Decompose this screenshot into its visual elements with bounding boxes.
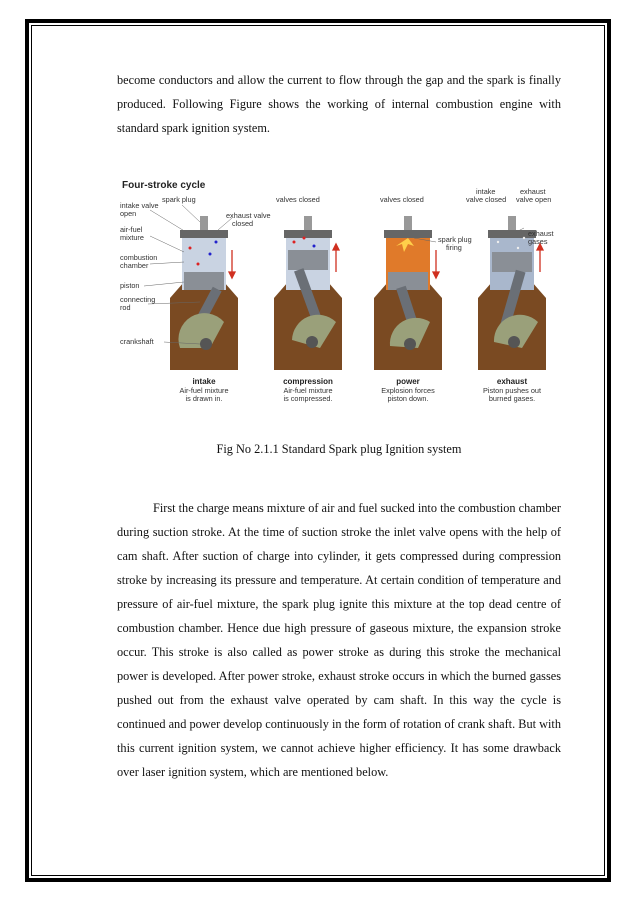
svg-text:burned gases.: burned gases. bbox=[488, 394, 536, 403]
stroke-name-intake: intake bbox=[192, 377, 216, 386]
engine-compression bbox=[274, 216, 342, 370]
svg-text:is drawn in.: is drawn in. bbox=[185, 394, 223, 403]
engine-intake bbox=[170, 216, 238, 370]
label-valves-closed-compression: valves closed bbox=[276, 195, 320, 204]
label-air-fuel-mixture: air-fuel mixture bbox=[120, 225, 144, 242]
figure-title: Four-stroke cycle bbox=[122, 180, 206, 191]
label-intake-valve-closed: intake valve closed bbox=[466, 187, 507, 204]
four-stroke-figure bbox=[114, 172, 562, 412]
svg-text:Air-fuel mixture: Air-fuel mixture bbox=[283, 386, 333, 395]
label-exhaust-valve-closed: exhaust valve closed bbox=[226, 211, 271, 228]
svg-text:piston down.: piston down. bbox=[387, 394, 429, 403]
stroke-name-exhaust: exhaust bbox=[496, 377, 528, 386]
stroke-name-power: power bbox=[396, 377, 420, 386]
label-spark-plug-firing: spark plug firing bbox=[438, 235, 472, 252]
label-piston: piston bbox=[120, 281, 140, 290]
svg-text:Air-fuel mixture: Air-fuel mixture bbox=[179, 386, 229, 395]
svg-text:Piston pushes out: Piston pushes out bbox=[482, 386, 542, 395]
label-exhaust-valve-open: exhaust valve open bbox=[516, 187, 552, 204]
paragraph-explanation: First the charge means mixture of air and fuel sucked into the combustion chamber during suction stroke. At the time of suction stroke the inlet valve opens with the help of cam shaft. After suction of charge into cylinder, it gets compressed during compression stroke by increasing its pressure and temperature. At certain condition of temperature and pressure of air-fuel mixture, the spark plug ignite this mixture at the top dead centre of combustion chamber. Hence due high pressure of gaseous mixture, the expansion stroke occur. This stroke is also called as power stroke as during this stroke the mechanical power is developed. After power stroke, exhaust stroke occurs in which the burned gasses pushed out from the exhaust valve operated by cam shaft. In this way the cycle is continued and power develop continuously in the form of rotation of crank shaft. But with this current ignition system, we cannot achieve higher efficiency. It has some drawback over laser ignition system, which are mentioned below. bbox=[117, 501, 561, 779]
figure-caption: Fig No 2.1.1 Standard Spark plug Ignition system bbox=[216, 442, 462, 456]
paragraph-intro: become conductors and allow the current to flow through the gap and the spark is finally produced. Following Figure shows the working of internal combustion engine with standard spark ignition system. bbox=[117, 73, 561, 135]
stroke-name-compression: compression bbox=[283, 377, 333, 386]
label-combustion-chamber: combustion chamber bbox=[120, 253, 158, 270]
label-connecting-rod: connecting rod bbox=[120, 295, 156, 312]
label-spark-plug: spark plug bbox=[162, 195, 196, 204]
label-exhaust-gases: exhaust gases bbox=[528, 229, 554, 246]
svg-text:is compressed.: is compressed. bbox=[283, 394, 333, 403]
label-intake-valve-open: intake valve open bbox=[120, 201, 159, 218]
label-crankshaft: crankshaft bbox=[120, 337, 154, 346]
stroke-captions bbox=[179, 377, 541, 403]
label-valves-closed-power: valves closed bbox=[380, 195, 424, 204]
svg-text:Explosion forces: Explosion forces bbox=[381, 386, 435, 395]
engine-power bbox=[374, 216, 442, 370]
four-stroke-diagram bbox=[114, 172, 562, 412]
